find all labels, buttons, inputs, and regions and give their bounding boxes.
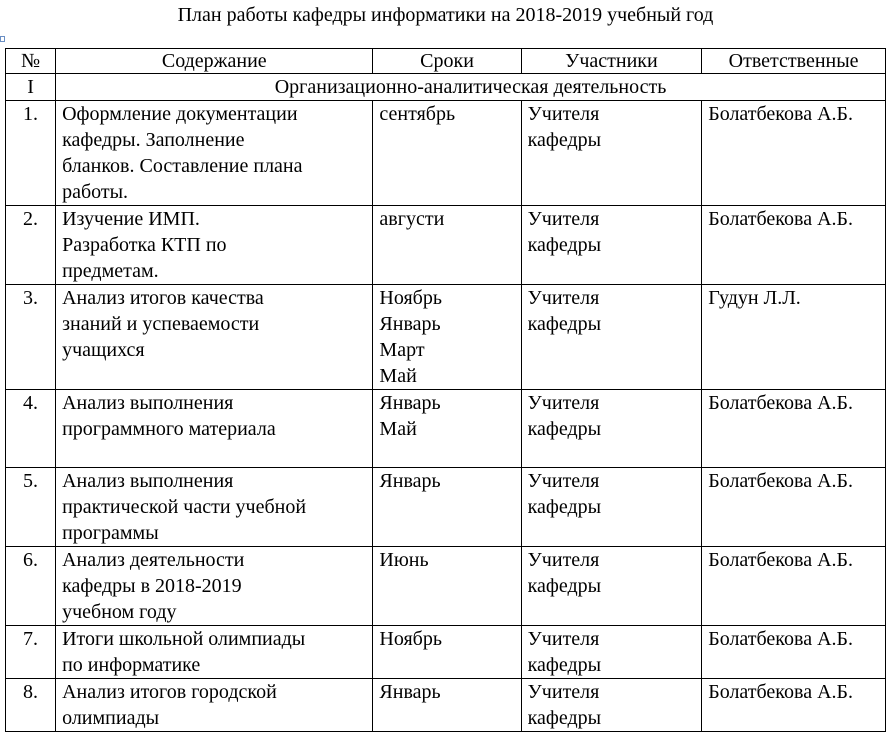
content-line: по информатике [62,654,201,676]
header-row [6,49,886,74]
participants-line: кафедры [527,129,602,151]
row-content [56,285,373,390]
content-line: Изучение ИМП. [62,208,200,230]
content-line: знаний и успеваемости [62,313,260,335]
row-number: 2. [6,206,56,285]
participants-line: кафедры [527,496,602,518]
term-line: Январь [379,470,441,492]
row-participants [521,468,702,547]
row-responsible: Болатбекова А.Б. [702,626,886,679]
content-line: учебном году [62,601,177,623]
participants-line: кафедры [527,313,602,335]
content-line: Анализ выполнения [62,470,234,492]
table-anchor-icon[interactable] [0,36,5,42]
participants-line: кафедры [527,234,602,256]
row-participants [521,390,702,468]
row-number: 1. [6,101,56,206]
row-content [56,679,373,732]
row-responsible: Болатбекова А.Б. [702,390,886,468]
participants-line: Учителя [527,681,600,703]
header-responsible: Ответственные [702,49,886,74]
content-line: кафедры в 2018-2019 [62,575,242,597]
content-line: Итоги школьной олимпиады [62,628,306,650]
row-content [56,547,373,626]
row-participants [521,285,702,390]
table-row [6,547,886,626]
row-terms [373,679,521,732]
participants-line: кафедры [527,654,602,676]
row-content [56,390,373,468]
content-line: бланков. Составление плана [62,155,303,177]
content-line: учащихся [62,339,145,361]
row-responsible: Гудун Л.Л. [702,285,886,390]
term-line: Январь [379,313,441,335]
term-line: Март [379,339,425,361]
row-content [56,101,373,206]
term-line: Июнь [379,549,429,571]
row-terms [373,101,521,206]
participants-line: кафедры [527,575,602,597]
table-row [6,206,886,285]
row-responsible: Болатбекова А.Б. [702,206,886,285]
row-participants [521,547,702,626]
document-title: План работы кафедры информатики на 2018-2019 учебный год [177,4,714,26]
row-responsible: Болатбекова А.Б. [702,101,886,206]
content-line: кафедры. Заполнение [62,129,245,151]
table-row [6,679,886,732]
participants-line: кафедры [527,707,602,729]
term-line: Май [379,365,417,387]
participants-line: Учителя [527,103,600,125]
row-terms [373,285,521,390]
row-responsible: Болатбекова А.Б. [702,547,886,626]
header-terms: Сроки [373,49,521,74]
row-number: 7. [6,626,56,679]
row-number: 5. [6,468,56,547]
term-line: Ноябрь [379,287,442,309]
section-number: I [6,74,56,101]
row-responsible: Болатбекова А.Б. [702,468,886,547]
participants-line: Учителя [527,392,600,414]
row-terms [373,547,521,626]
content-line: программы [62,522,159,544]
row-number: 3. [6,285,56,390]
content-line: предметам. [62,260,159,282]
content-line: Анализ выполнения [62,392,234,414]
content-line: олимпиады [62,707,160,729]
header-number: № [6,49,56,74]
section-row [6,74,886,101]
participants-line: Учителя [527,470,600,492]
content-line: Анализ итогов городской [62,681,277,703]
table-row [6,101,886,206]
table-row [6,285,886,390]
participants-line: кафедры [527,418,602,440]
row-terms [373,206,521,285]
content-line: Анализ итогов качества [62,287,264,309]
row-content [56,626,373,679]
content-line: Разработка КТП по [62,234,227,256]
participants-line: Учителя [527,287,600,309]
row-participants [521,626,702,679]
row-terms [373,468,521,547]
header-participants: Участники [521,49,702,74]
content-line: работы. [62,181,129,203]
row-number: 8. [6,679,56,732]
table-row [6,468,886,547]
term-line: Ноябрь [379,628,442,650]
row-participants [521,101,702,206]
term-line: Январь [379,681,441,703]
content-line: Анализ деятельности [62,549,245,571]
content-line: программного материала [62,418,276,440]
header-content: Содержание [56,49,373,74]
row-number: 6. [6,547,56,626]
section-title: Организационно-аналитическая деятельность [56,74,886,101]
plan-table [5,48,886,732]
participants-line: Учителя [527,628,600,650]
table-row [6,390,886,468]
row-content [56,206,373,285]
row-terms [373,390,521,468]
participants-line: Учителя [527,549,600,571]
term-line: Май [379,418,417,440]
term-line: сентябрь [379,103,456,125]
row-terms [373,626,521,679]
term-line: Январь [379,392,441,414]
participants-line: Учителя [527,208,600,230]
content-line: практической части учебной [62,496,307,518]
row-content [56,468,373,547]
row-responsible: Болатбекова А.Б. [702,679,886,732]
table-row [6,626,886,679]
term-line: августи [379,208,445,230]
row-participants [521,679,702,732]
content-line: Оформление документации [62,103,298,125]
row-number: 4. [6,390,56,468]
row-participants [521,206,702,285]
